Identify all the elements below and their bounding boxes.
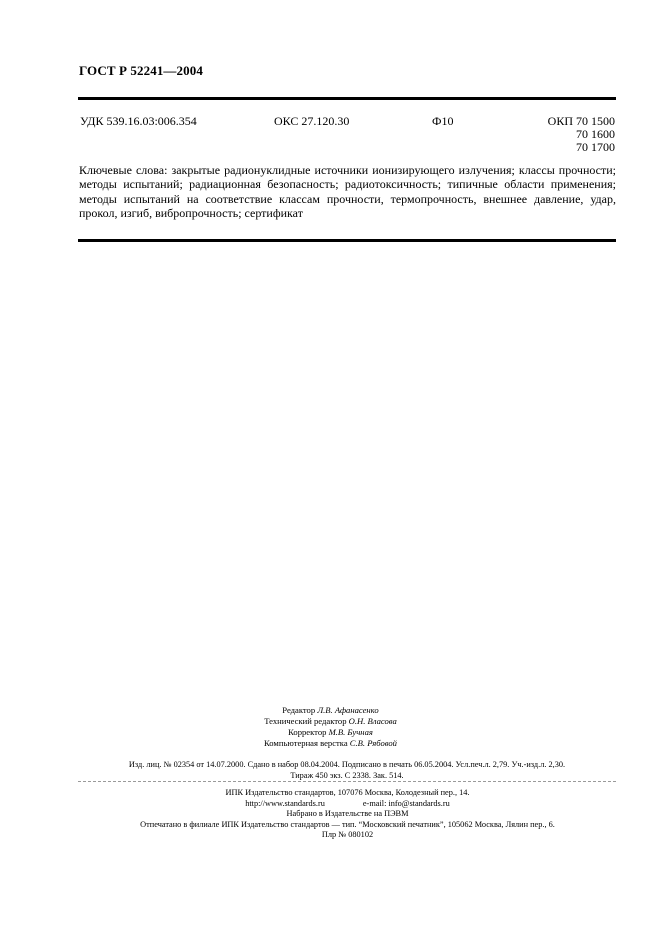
document-header-title: ГОСТ Р 52241—2004 [79,63,203,78]
keywords-paragraph: Ключевые слова: закрытые радионуклидные источники ионизирующего излучения; классы прочности; методы испытаний; радиационная безопасность; радиотоксичность; типичные области применения; методы испытаний на соответствие классам прочности, термопрочность, внешнее давление, удар, прокол, изгиб, вибропрочность; сертификат [79,163,616,220]
header-divider [78,97,616,100]
license-number: Плр № 080102 [321,830,374,840]
printed-by-note: Отпечатано в филиале ИПК Издательство стандартов — тип. “Московский печатник”, 105062 Москва, Лялин пер., 6. [140,819,555,829]
imprint-line-2: Тираж 450 экз. С 2338. Зак. 514. [290,771,404,780]
credit-proofreader: Корректор М.В. Бучная [288,727,373,737]
publisher-address: ИПК Издательство стандартов, 107076 Москва, Колодезный пер., 14. [225,788,470,797]
publisher-info [60,788,635,841]
imprint-divider [78,781,616,782]
editorial-credits [0,705,661,749]
typeset-note: Набрано в Издательстве на ПЭВМ [286,809,409,819]
f-code: Ф10 [432,114,454,128]
publisher-website-link[interactable]: http://www.standards.ru [245,798,325,808]
okp-code-1: ОКП 70 1500 [547,114,615,128]
publisher-email-link[interactable]: e-mail: info@standards.ru [362,798,450,808]
okp-code-2: 70 1600 [576,127,615,141]
credit-layout: Компьютерная верстка С.В. Рябовой [264,738,397,748]
credit-editor: Редактор Л.В. Афанасенко [282,705,379,715]
keywords-divider [78,239,616,242]
oks-code: ОКС 27.120.30 [274,114,350,128]
udk-code: УДК 539.16.03:006.354 [80,114,197,128]
imprint-info [78,759,616,781]
classification-codes [80,115,615,155]
imprint-line-1: Изд. лиц. № 02354 от 14.07.2000. Сдано в набор 08.04.2004. Подписано в печать 06.05.2004. Усл.печ.л. 2,79. Уч.-изд.л. 2,30. [128,760,566,769]
credit-tech-editor: Технический редактор О.Н. Власова [264,716,397,726]
publisher-contacts [60,799,635,810]
okp-codes [548,115,615,154]
okp-code-3: 70 1700 [576,140,615,154]
